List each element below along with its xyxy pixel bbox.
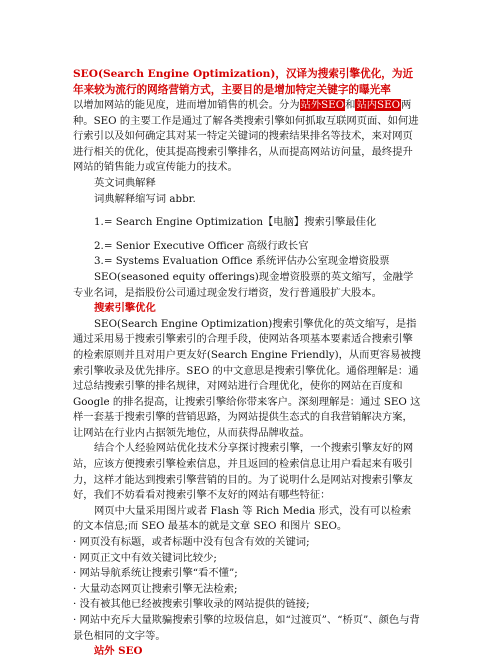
section-paragraph-2: 结合个人经验网站优化技术分享探讨搜索引擎，一个搜索引擎友好的网站，应该方便搜索引擎检索信息，并且返回的检索信息让用户看起来有吸引力，这样才能达到搜索引擎营销的目的。为了说明什么是网站对搜索引擎友好，我们不妨看看对搜索引擎不友好的网站有哪些特征： — [73, 442, 414, 502]
list-item: · 没有被其他已经被搜索引擎收录的网站提供的链接; — [73, 598, 310, 611]
section-title: 搜索引擎优化 — [94, 302, 156, 315]
intro-text-a: 以增加网站的能见度，进而增加销售的机会。分为 — [73, 99, 300, 111]
highlight-onsite-seo: 站内SEO — [356, 99, 401, 111]
list-item: · 网页没有标题，或者标题中没有包含有效的关键词; — [73, 536, 310, 549]
document-body — [73, 66, 421, 660]
highlight-offsite-seo: 站外SEO — [300, 99, 345, 111]
intro-text-b: 和 — [345, 99, 356, 111]
section-paragraph-3: 网页中大量采用图片或者 Flash 等 Rich Media 形式，没有可以检索的文本信息;而 SEO 最基本的就是文章 SEO 和图片 SEO。 — [73, 504, 412, 533]
section-paragraph-1: SEO(Search Engine Optimization)搜索引擎优化的英文缩写，是指通过采用易于搜索引擎索引的合理手段，使网站各项基本要素适合搜索引擎的检索原则并且对用户更友好(Search Engine Friendly)，从而更容易被搜索引擎收录及优先排序。SEO 的中文意思是搜索引擎优化。通俗理解是：通过总结搜索引擎的排名规律，对网站进行合理优化，使你的网站在百度和 Google 的排名提高，让搜索引擎给你带来客户。深刻理解是：通过 SEO 这样一套基于搜索引擎的营销思路，为网站提供生态式的自我营销解决方案，让网站在行业内占据领先地位，从而获得品牌收益。 — [73, 317, 421, 439]
dict-title: 英文词典解释 — [94, 176, 156, 189]
intro-text-c: 两种。SEO 的主要工作是通过了解各类搜索引擎如何抓取互联网页面、如何进行索引以及如何确定其对某一特定关键词的搜索结果排名等技术，来对网页进行相关的优化，使其提高搜索引擎排名，从而提高网站访问量，最终提升网站的销售能力或宣传能力的技术。 — [73, 99, 419, 174]
next-section-title: 站外 SEO — [94, 645, 143, 658]
dict-abbr: 词典解释缩写词 abbr. — [94, 192, 196, 205]
dict-item-2: 2.= Senior Executive Officer 高级行政长官 — [94, 239, 309, 252]
list-item: · 网站导航系统让搜索引擎“看不懂”; — [73, 567, 238, 580]
intro-paragraph — [73, 98, 421, 176]
list-item: · 网站中充斥大量欺骗搜索引擎的垃圾信息，如“过渡页”、“桥页”、颜色与背景色相同的文字等。 — [73, 614, 420, 642]
document-headline: SEO(Search Engine Optimization)，汉译为搜索引擎优化，为近年来较为流行的网络营销方式，主要目的是增加特定关键字的曝光率 — [73, 68, 414, 96]
list-item: · 网页正文中有效关键词比较少; — [73, 551, 217, 564]
dict-seasoned: SEO(seasoned equity offerings)现金增资股票的英文缩写，金融学专业名词，是指股份公司通过现金发行增资，发行普通股扩大股本。 — [73, 270, 414, 299]
dict-item-1: 1.= Search Engine Optimization【电脑】搜索引擎最佳化 — [94, 216, 377, 229]
dict-item-3: 3.= Systems Evaluation Office 系统评估办公室现金增资股票 — [94, 255, 390, 268]
list-item: · 大量动态网页让搜索引擎无法检索; — [73, 582, 238, 595]
